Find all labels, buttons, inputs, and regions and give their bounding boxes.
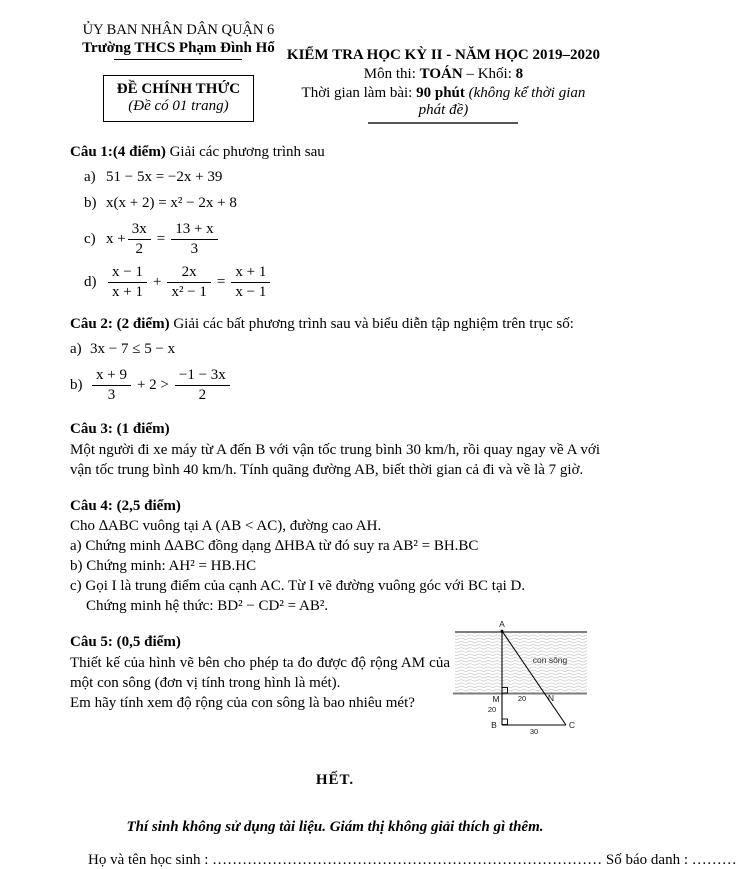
question-1 <box>70 142 600 300</box>
subject-label: Môn thi: <box>363 66 420 82</box>
q1-c-term: x + <box>106 230 126 247</box>
q1-heading-text: Giải các phương trình sau <box>165 144 325 160</box>
header-right <box>287 47 600 124</box>
q1-c-fraction-1: $\frac{3x}{2}$ <box>128 221 151 257</box>
q3-heading: Câu 3: (1 điểm) <box>70 421 170 437</box>
q1-item-a <box>84 167 600 188</box>
q4-intro: Cho ∆ABC vuông tại A (AB < AC), đường cao AH. <box>70 518 382 534</box>
subject-value: TOÁN <box>419 66 463 82</box>
q1-c-label: c) <box>84 230 96 247</box>
q5-text-block <box>70 632 450 748</box>
q2-b-operator: + 2 > <box>136 376 169 393</box>
issuer-line: ỦY BAN NHÂN DÂN QUẬN 6 <box>82 22 275 38</box>
q1-a-equation: 51 − 5x = −2x + 39 <box>106 169 223 185</box>
sbd-dots: ……… <box>691 852 737 868</box>
question-2 <box>70 314 600 403</box>
q4-item-c: c) Gọi I là trung điểm của cạnh AC. Từ I vẽ đường vuông góc với BC tại D. <box>70 578 526 594</box>
header <box>70 22 600 124</box>
length-label-MN: 20 <box>517 694 527 703</box>
q1-d-plus: + <box>152 273 162 290</box>
q2-b-label: b) <box>70 376 83 393</box>
official-exam-box <box>103 75 254 122</box>
q1-b-equation: x(x + 2) = x² − 2x + 8 <box>106 195 237 211</box>
q4-heading: Câu 4: (2,5 điểm) <box>70 498 181 514</box>
exam-box-subtitle: (Đề có 01 trang) <box>128 98 229 114</box>
subject-line <box>287 66 600 83</box>
q1-a-label: a) <box>84 169 96 185</box>
school-underline <box>114 59 242 60</box>
point-label-M: M <box>492 694 500 704</box>
grade-label: – Khối: <box>462 66 516 82</box>
point-label-B: B <box>491 720 497 730</box>
question-4 <box>70 496 600 616</box>
student-name-label: Họ và tên học sinh : <box>88 852 213 868</box>
point-label-A: A <box>499 619 505 629</box>
river-figure <box>450 618 600 748</box>
q1-d-fraction-3: $\frac{x + 1}{x - 1}$ <box>231 264 270 300</box>
q1-d-label: d) <box>84 273 97 290</box>
q1-d-fraction-2: $\frac{2x}{\text{x² − 1}}$ <box>167 264 210 300</box>
school-name: Trường THCS Phạm Đình Hổ <box>82 40 275 56</box>
q5-heading: Câu 5: (0,5 điểm) <box>70 634 181 650</box>
q2-b-fraction-2: $\frac{-1 - 3x}{2}$ <box>175 367 230 403</box>
exam-title: KIỂM TRA HỌC KỲ II - NĂM HỌC 2019–2020 <box>286 47 600 63</box>
q2-heading-text: Giải các bất phương trình sau và biểu diễn tập nghiệm trên trục số: <box>169 316 574 332</box>
length-label-BC: 30 <box>529 727 539 736</box>
q1-b-label: b) <box>84 195 97 211</box>
student-name-dots: …………………………………………………………………… <box>212 852 603 868</box>
header-left <box>70 22 287 124</box>
q3-body: Một người đi xe máy từ A đến B với vận tốc trung bình 30 km/h, rồi quay ngay về A với vận tốc trung bình 40 km/h. Tính quãng đường AB, biết thời gian cả đi và về là 7 giờ. <box>70 442 600 478</box>
q2-item-b <box>70 367 600 403</box>
q1-item-b <box>84 193 600 214</box>
q4-item-c2: Chứng minh hệ thức: BD² − CD² = AB². <box>86 598 329 614</box>
exam-rule-note: Thí sinh không sử dụng tài liệu. Giám thị không giải thích gì thêm. <box>126 819 544 835</box>
q2-heading <box>70 314 600 334</box>
q2-a-label: a) <box>70 341 82 357</box>
q1-heading <box>70 142 600 162</box>
time-value: 90 phút <box>416 85 465 101</box>
student-name-line <box>70 852 737 869</box>
q1-heading-number: Câu 1:(4 điểm) <box>70 144 166 160</box>
time-label: Thời gian làm bài: <box>301 85 417 101</box>
river-figure-svg <box>450 618 600 748</box>
point-label-N: N <box>547 693 555 703</box>
river-label: con sông <box>532 655 568 665</box>
q2-item-a <box>70 339 600 360</box>
end-marker: HẾT. <box>315 772 355 788</box>
q4-item-a: a) Chứng minh ∆ABC đồng dạng ∆HBA từ đó suy ra AB² = BH.BC <box>70 538 479 554</box>
q1-d-equals: = <box>216 273 226 290</box>
q1-d-fraction-1: $\frac{x - 1}{x + 1}$ <box>108 264 147 300</box>
right-angle-B <box>502 719 508 725</box>
q4-item-b: b) Chứng minh: AH² = HB.HC <box>70 558 257 574</box>
time-note: (không kể thời gian phát đề) <box>418 85 586 118</box>
q5-body-2: Em hãy tính xem độ rộng của con sông là bao nhiêu mét? <box>70 695 415 711</box>
exam-box-title: ĐỀ CHÍNH THỨC <box>116 81 241 97</box>
question-3 <box>70 419 600 480</box>
q1-c-equals: = <box>156 230 166 247</box>
time-underline <box>368 122 518 124</box>
point-A-dot <box>501 630 504 633</box>
q1-c-fraction-2: $\frac{13 + x}{3}$ <box>171 221 217 257</box>
time-line <box>287 85 600 119</box>
point-label-C: C <box>568 720 576 730</box>
q2-heading-number: Câu 2: (2 điểm) <box>70 316 170 332</box>
q5-body-1: Thiết kế của hình vẽ bên cho phép ta đo được độ rộng AM của một con sông (đơn vị tính trong hình là mét). <box>70 655 450 691</box>
question-5 <box>70 619 600 748</box>
q2-b-fraction-1: $\frac{x + 9}{3}$ <box>92 367 131 403</box>
sbd-label: Số báo danh : <box>602 852 692 868</box>
q1-item-c <box>84 221 600 257</box>
length-label-MB: 20 <box>487 705 497 714</box>
q1-item-d <box>84 264 600 300</box>
q2-a-equation: 3x − 7 ≤ 5 − x <box>90 341 176 357</box>
grade-value: 8 <box>515 66 524 82</box>
